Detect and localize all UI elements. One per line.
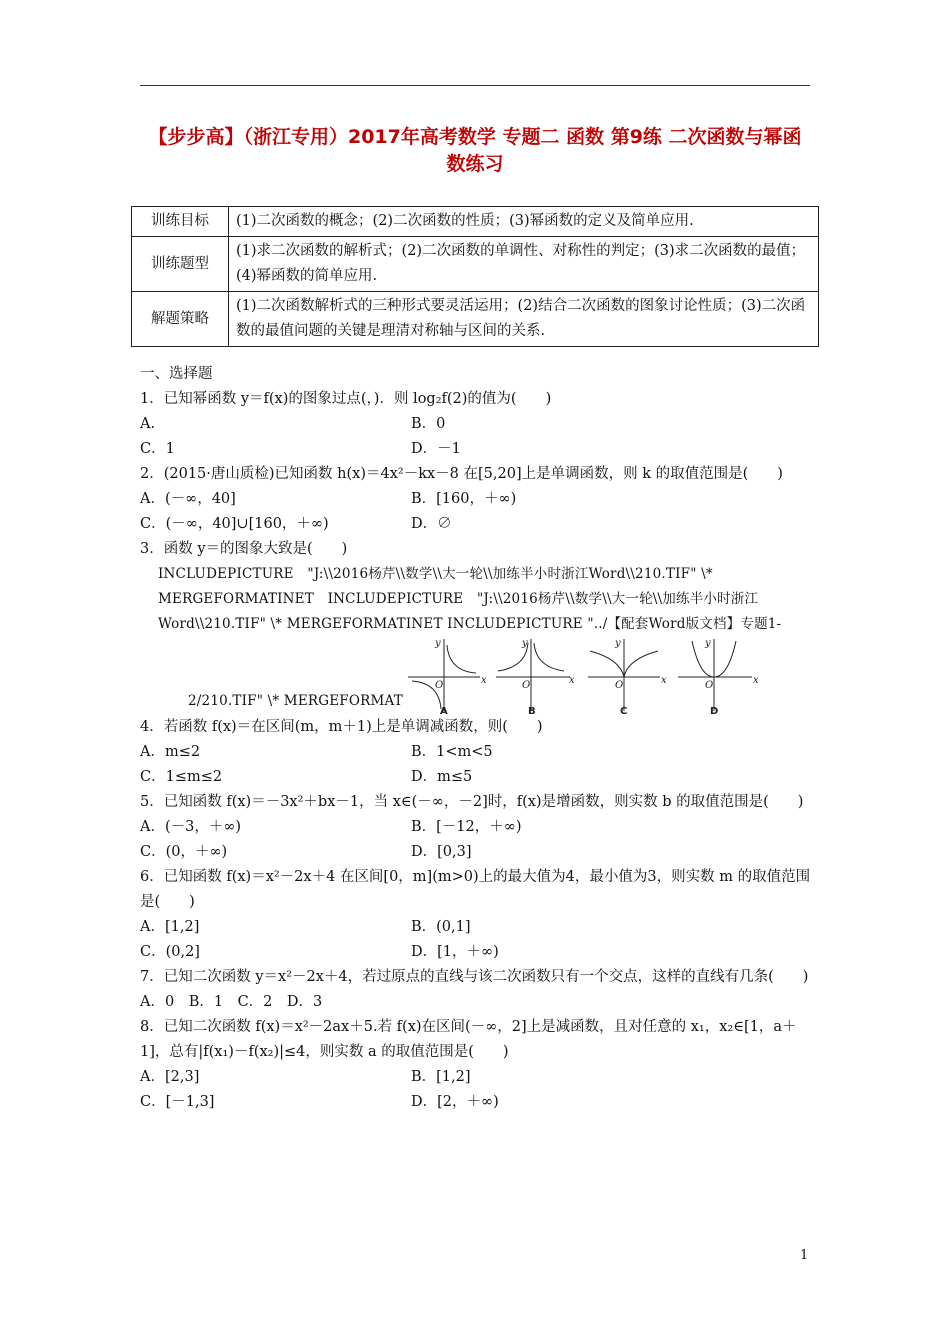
graph-c [588, 639, 660, 711]
table-cell: (1)二次函数解析式的三种形式要灵活运用；(2)结合二次函数的图象讨论性质；(3)二次函数的最值问题的关键是理清对称轴与区间的关系. [229, 292, 819, 347]
option-c: C．(－∞，40]∪[160，＋∞) [140, 516, 329, 532]
option-b: B．1<m<5 [411, 744, 493, 760]
axis-x-label: x [661, 675, 667, 686]
option-c: C．(0,2] [140, 944, 200, 960]
graph-options-svg [406, 637, 766, 717]
page-number: 1 [800, 1248, 809, 1263]
option-d: D．－1 [411, 441, 461, 457]
question-2-options-row [140, 487, 812, 512]
table-label: 训练目标 [132, 207, 229, 237]
axis-y-label: y [435, 638, 441, 649]
question-7-stem: 7．已知二次函数 y＝x²－2x＋4，若过原点的直线与该二次函数只有一个交点，这样的直线有几条( ) [140, 969, 809, 985]
option-d: D．[2，＋∞) [411, 1094, 499, 1110]
graph-label-b: B [528, 706, 536, 717]
field-code-line: Word\\210.TIF" \* MERGEFORMATINET INCLUDEPICTURE "../【配套Word版文档】专题1- [158, 616, 782, 632]
question-8-options-row [140, 1090, 812, 1115]
question-4-stem: 4．若函数 f(x)＝在区间(m，m＋1)上是单调减函数，则( ) [140, 719, 543, 735]
origin-label: O [705, 680, 714, 691]
origin-label: O [522, 680, 531, 691]
option-d: D．∅ [411, 516, 452, 532]
question-1-options-row [140, 437, 812, 462]
question-1-options-row [140, 412, 812, 437]
question-6-stem: 6．已知函数 f(x)＝x²－2x＋4 在区间[0，m](m>0)上的最大值为4，最小值为3，则实数 m 的取值范围是( ) [140, 869, 811, 910]
field-code-line: 2/210.TIF" \* MERGEFORMAT [188, 693, 403, 709]
option-b: B．[1,2] [411, 1069, 471, 1085]
question-5-stem: 5．已知函数 f(x)＝－3x²＋bx－1，当 x∈(－∞，－2]时，f(x)是增函数，则实数 b 的取值范围是( ) [140, 794, 804, 810]
table-label: 解题策略 [132, 292, 229, 347]
question-6-options-row [140, 940, 812, 965]
option-c: C．(0，＋∞) [140, 844, 228, 860]
question-3-stem: 3．函数 y＝的图象大致是( ) [140, 541, 348, 557]
graph-options-figure [140, 637, 812, 715]
field-code-line: MERGEFORMATINET INCLUDEPICTURE "J:\\2016杨芹\\数学\\大一轮\\加练半小时浙江 [158, 591, 759, 607]
question-5-options-row [140, 815, 812, 840]
question-7-options: A．0 B．1 C．2 D．3 [140, 994, 323, 1010]
table-row [132, 207, 819, 237]
axis-x-label: x [753, 675, 759, 686]
option-a: A．m≤2 [140, 744, 201, 760]
option-a: A. [140, 416, 156, 432]
table-row [132, 237, 819, 292]
axis-y-label: y [615, 638, 621, 649]
training-info-table [131, 206, 819, 347]
origin-label: O [615, 680, 624, 691]
table-cell: (1)求二次函数的解析式；(2)二次函数的单调性、对称性的判定；(3)求二次函数的最值；(4)幂函数的简单应用. [229, 237, 819, 292]
axis-x-label: x [481, 675, 487, 686]
top-rule [140, 85, 810, 86]
option-a: A．[1,2] [140, 919, 200, 935]
option-b: B．0 [411, 416, 446, 432]
option-d: D．m≤5 [411, 769, 473, 785]
option-c: C．1 [140, 441, 175, 457]
graph-label-d: D [710, 706, 719, 717]
option-b: B．[－12，＋∞) [411, 819, 522, 835]
option-a: A．[2,3] [140, 1069, 200, 1085]
axis-y-label: y [705, 638, 711, 649]
option-c: C．1≤m≤2 [140, 769, 223, 785]
question-4-options-row [140, 765, 812, 790]
table-label: 训练题型 [132, 237, 229, 292]
option-a: A．(－3，＋∞) [140, 819, 242, 835]
option-d: D．[0,3] [411, 844, 472, 860]
graph-d [678, 639, 752, 711]
question-list [140, 362, 812, 1115]
axis-x-label: x [569, 675, 575, 686]
option-b: B．[160，＋∞) [411, 491, 517, 507]
table-row [132, 292, 819, 347]
graph-a [408, 639, 480, 711]
document-title: 【步步高】（浙江专用）2017年高考数学 专题二 函数 第9练 二次函数与幂函数练习 [148, 126, 802, 175]
field-code-line: INCLUDEPICTURE "J:\\2016杨芹\\数学\\大一轮\\加练半小时浙江Word\\210.TIF" \* [158, 566, 713, 582]
graph-label-c: C [620, 706, 628, 717]
question-8-stem: 8．已知二次函数 f(x)＝x²－2ax＋5.若 f(x)在区间(－∞，2]上是减函数，且对任意的 x₁，x₂∈[1，a＋1]，总有|f(x₁)－f(x₂)|≤4，则实数 a 的取值范围是( ) [140, 1019, 797, 1060]
question-1-stem: 1．已知幂函数 y＝f(x)的图象过点(，)．则 log₂f(2)的值为( ) [140, 391, 552, 407]
question-4-options-row [140, 740, 812, 765]
option-a: A．(－∞，40] [140, 491, 236, 507]
table-cell: (1)二次函数的概念；(2)二次函数的性质；(3)幂函数的定义及简单应用. [229, 207, 819, 237]
origin-label: O [435, 680, 444, 691]
option-d: D．[1，＋∞) [411, 944, 499, 960]
graph-b [496, 639, 570, 711]
question-2-options-row [140, 512, 812, 537]
section-heading: 一、选择题 [140, 366, 213, 382]
question-2-stem: 2．(2015·唐山质检)已知函数 h(x)＝4x²－kx－8 在[5,20]上是单调函数，则 k 的取值范围是( ) [140, 466, 783, 482]
question-5-options-row [140, 840, 812, 865]
graph-label-a: A [440, 706, 448, 717]
axis-y-label: y [522, 638, 528, 649]
question-6-options-row [140, 915, 812, 940]
option-c: C．[－1,3] [140, 1094, 215, 1110]
question-8-options-row [140, 1065, 812, 1090]
option-b: B．(0,1] [411, 919, 471, 935]
